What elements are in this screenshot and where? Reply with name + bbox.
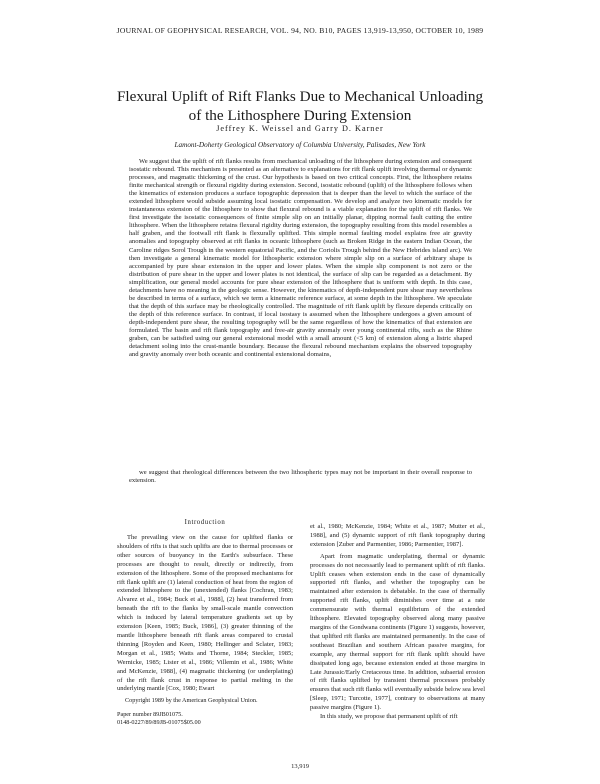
authors: Jeffrey K. Weissel and Garry D. Karner xyxy=(216,124,384,133)
intro-paragraph-1: The prevailing view on the cause for uplifted flanks or shoulders of rifts is that such uplifts are due to thermal processes or other sources of buoyancy in the Earth's subsurface. These processes are thought to result, directly or indirectly, from extension of the lithosphere. Some of the proposed mechanisms for rift flank uplift are (1) lateral conduction of heat from the region of extended lithosphere to the (unextended) flanks [Cochran, 1983; Alvarez et al., 1984; Buck et al., 1988], (2) heat transferred from beneath the rift to the flanks by small-scale mantle convection which is induced by lateral temperature gradients set up by extension [Keen, 1985; Buck, 1986], (3) greater thinning of the mantle lithosphere beneath rift flank areas compared to crustal thinning [Royden and Keen, 1980; Hellinger and Sclater, 1983; Morgan et al., 1985; Watts and Thorne, 1984; Steckler, 1985; Wernicke, 1985; Lister et al., 1986; Villemin et al., 1986; White and McKenzie, 1988], (4) magmatic thickening (or underplating) of the rift flank crust in response to partial melting in the underlying mantle [Cox, 1980; Ewart xyxy=(117,534,293,693)
abstract-paragraph-1: We suggest that the uplift of rift flanks results from mechanical unloading of the lithosphere during extension and consequent isostatic rebound. This mechanism is presented as an alternative to explanations for rift flank uplift involving thermal or dynamic processes, and magmatic thickening of the crust. Our hypothesis is based on two critical concepts. First, the lithosphere retains finite mechanical strength or flexural rigidity during extension. Second, isostatic rebound (uplift) of the lithosphere follows when the kinematics of extension produces a surface topographic depression that is deeper than the level to which the surface of the extended lithosphere would subside assuming local isostatic compensation. We develop and analyze two kinematic models for instantaneous extension of the lithosphere to show that flexural rebound is a viable explanation for the uplift of rift flanks. We first investigate the isostatic consequences of finite simple slip on an initially planar, dipping normal fault cutting the entire lithosphere. When the lithosphere retains flexural rigidity during extension, the topography resulting from this model resembles a half graben, and the footwall rift flank is flexurally uplifted. This simple normal faulting model explains free air gravity anomalies and topography observed at rift flanks in oceanic lithosphere (such as Broken Ridge in the eastern Indian Ocean, the Caroline ridges Sorol Trough in the western equatorial Pacific, and the Coriolis Trough behind the New Hebrides island arc). We then investigate a general kinematic model for lithospheric extension where simple slip on a surface of arbitrary shape is accompanied by pure shear extension in the upper and lower plates. When the simple slip component is not zero or the distribution of pure shear in the upper and lower plates is not identical, the surface of slip can be regarded as a detachment. By simplification, our general model accounts for pure shear extension of the lithosphere that is uniform with depth. In this case, detachments have no meaning in the geologic sense. However, the kinematics of depth-independent pure shear may nevertheless be described in terms of a surface, which we term a kinematic reference surface, at some depth in the lithosphere. We speculate that the depth of this surface may be rheologically controlled. The magnitude of rift flank uplift by flexure depends critically on the depth of this reference surface. In contrast, if local isostasy is assumed when the lithosphere undergoes a given amount of depth-independent pure shear, the resulting topography will be the same regardless of how the kinematics of that extension are formulated. The basin and rift flank topography and free-air gravity anomaly over young continental rifts, such as the Rhine graben, can be satisfied using our general extensional model with a small amount (<5 km) of extension along a listric shaped detachment soling into the crust-mantle boundary. Because the flexural rebound mechanism explains the observed topography and gravity anomaly over both oceanic and continental extensional domains, xyxy=(129,158,472,359)
copyright-notice: Copyright 1989 by the American Geophysical Union. xyxy=(125,697,258,704)
section-heading-introduction: Introduction xyxy=(184,519,226,526)
footnote-block xyxy=(117,697,293,727)
intro-paragraph-1-continued: et al., 1980; McKenzie, 1984; White et al., 1987; Mutter et al., 1988], and (5) dynamic support of rift flank topography during extension [Zuber and Parmentier, 1986; Parmentier, 1987]. xyxy=(310,523,485,548)
intro-paragraph-2: Apart from magmatic underplating, thermal or dynamic processes do not necessarily lead to permanent uplift of rift flanks. Uplift ceases when extension ends in the case of dynamically supported rift flanks, and whether the topography can be maintained after extension is debatable. In the case of thermally supported rift flanks, uplift diminishes over time at a rate commensurate with thermal equilibrium of the extended lithosphere. Elevated topography observed along many passive margins of the Gondwana continents (Figure 1) suggests, however, that uplifted rift flanks are maintained permanently. In the case of southeast Brazilian and southern African passive margins, for example, any thermal support for rift flank uplift should have dissipated long ago, because extension ended at those margins in Late Jurassic/Early Cretaceous time. In addition, subaerial erosion of rift flanks uplifted by transient thermal processes probably ensures that such rift flanks will eventually subside below sea level [Sleep, 1971; Turcotte, 1977], contrary to observations at many passive margins (Figure 1). xyxy=(310,552,485,712)
body-column-left xyxy=(117,519,293,694)
paper-title-line-2: of the Lithosphere During Extension xyxy=(188,107,412,125)
intro-paragraph-3: In this study, we propose that permanent uplift of rift xyxy=(320,713,458,721)
paper-title xyxy=(60,87,540,125)
paper-number: Paper number 89JB01075. xyxy=(117,711,183,719)
page-number: 13,919 xyxy=(291,763,309,770)
body-column-right xyxy=(310,523,485,722)
paper-title-line-1: Flexural Uplift of Rift Flanks Due to Mechanical Unloading xyxy=(116,88,484,106)
issn-code: 0148-0227/89/89JB-01075$05.00 xyxy=(117,719,201,727)
affiliation: Lamont-Doherty Geological Observatory of Columbia University, Palisades, New York xyxy=(174,141,426,149)
abstract-paragraph-2: we suggest that rheological differences between the two lithospheric types may not be important in their overall response to extension. xyxy=(129,469,472,485)
journal-header: JOURNAL OF GEOPHYSICAL RESEARCH, VOL. 94, NO. B10, PAGES 13,919-13,950, OCTOBER 10, 1989 xyxy=(116,26,484,35)
